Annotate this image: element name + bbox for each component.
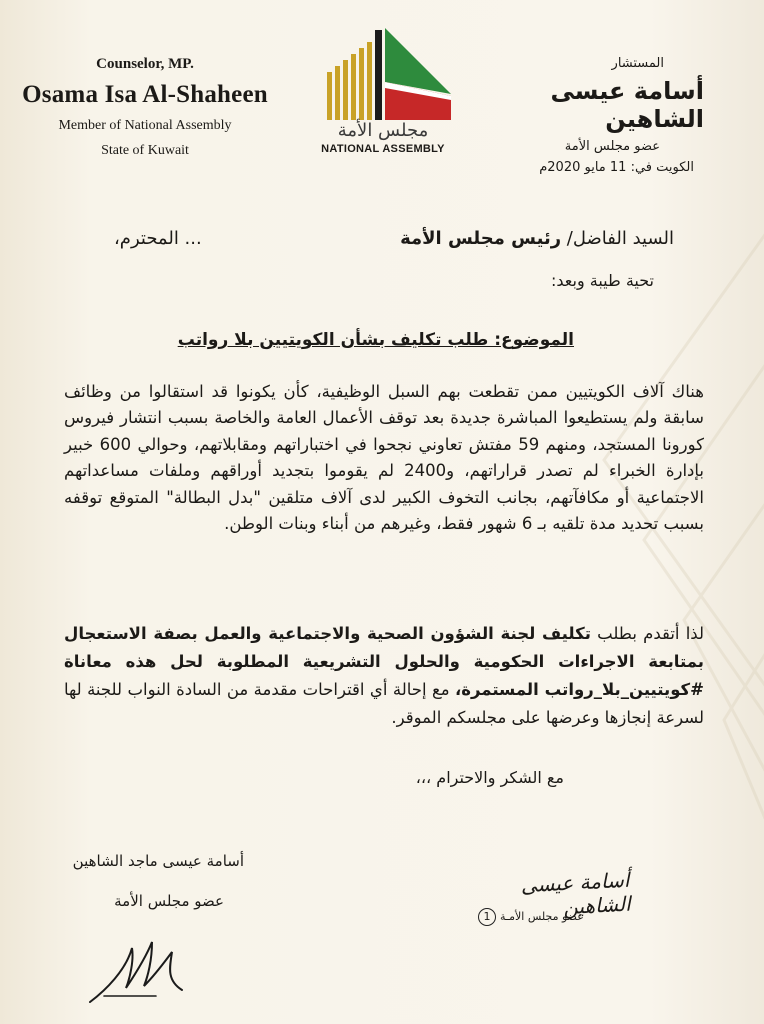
signature-name: أسامة عيسى ماجد الشاهين <box>72 852 244 870</box>
subject-line: الموضوع: طلب تكليف بشأن الكويتيين بلا رواتب <box>177 330 574 350</box>
paragraph2-rest: مع إحالة أي اقتراحات مقدمة من السادة النواب للجنة لها لسرعة إنجازها وعرضها على مجلسكم الموقر. <box>64 680 704 727</box>
body-paragraph-2 <box>64 620 704 732</box>
body-paragraph-1: هناك آلاف الكويتيين ممن تقطعت بهم السبل الوظيفية، كأن يكونوا قد استقالوا من وظائف سابقة ولم يستطيعوا المباشرة جديدة بعد توقف الأعمال العامة والخاصة بسبب انتشار فيروس كورونا المستجد، ومنهم 59 مفتش تعاوني نجحوا في اختباراتهم ومقابلاتهم، وحوالي 600 خبير بإدارة الخبراء لم تصدر قراراتهم، و2400 لم يقوموا بتجديد أوراقهم وملفات مساعداتهم الاجتماعية أو مكافآتهم، بجانب التخوف الكبير لدى آلاف متلقين "بدل البطالة" المتوقع توقفه بسبب تحديد مدة تلقيه بـ 6 شهور فقط، وغيرهم من أبناء وبنات الوطن. <box>64 382 705 534</box>
sender-name-ar: أسامة عيسى الشاهين <box>550 77 704 133</box>
addressee-respect: ... المحترم، <box>114 228 202 249</box>
letter-date: الكويت في: 11 مايو 2020م <box>539 160 694 175</box>
national-assembly-logo <box>308 22 458 182</box>
addressee-line <box>114 228 674 249</box>
closing-line: مع الشكر والاحترام ،،، <box>415 768 564 787</box>
member-title-en: Member of National Assembly <box>58 118 232 133</box>
stamp-signature-script: أسامة عيسى الشاهين <box>520 867 632 920</box>
sender-name-en: Osama Isa Al-Shaheen <box>22 81 268 108</box>
addressee-prefix: السيد الفاضل/ <box>561 228 674 249</box>
stamp-number-badge: 1 <box>478 908 496 926</box>
paragraph2-request: تكليف لجنة الشؤون الصحية والاجتماعية والعمل بصفة الاستعجال بمتابعة الاجراءات الحكومية والحلول التشريعية المطلوبة لحل هذه معاناة #كويتيين_بلا_رواتب المستمرة، <box>64 624 704 699</box>
state-en: State of Kuwait <box>101 143 189 158</box>
addressee-title: رئيس مجلس الأمة <box>400 228 562 249</box>
letterhead-english <box>20 56 270 159</box>
signature-stamp <box>450 868 630 938</box>
logo-arabic-text: مجلس الأمة <box>337 120 429 141</box>
letterhead-arabic <box>474 56 704 175</box>
signature-title: عضو مجلس الأمة <box>114 892 224 910</box>
greeting: تحية طيبة وبعد: <box>550 271 654 290</box>
counselor-title-ar: المستشار <box>611 56 664 71</box>
stamp-role: عضو مجلس الأمـة <box>500 910 584 923</box>
logo-english-text: NATIONAL ASSEMBLY <box>321 143 445 155</box>
member-title-ar: عضو مجلس الأمة <box>564 139 660 154</box>
handwritten-signature-icon <box>86 930 186 1010</box>
counselor-title: Counselor, MP. <box>96 56 194 72</box>
paragraph2-intro: لذا أتقدم بطلب <box>590 624 704 643</box>
assembly-emblem-icon <box>313 22 453 122</box>
